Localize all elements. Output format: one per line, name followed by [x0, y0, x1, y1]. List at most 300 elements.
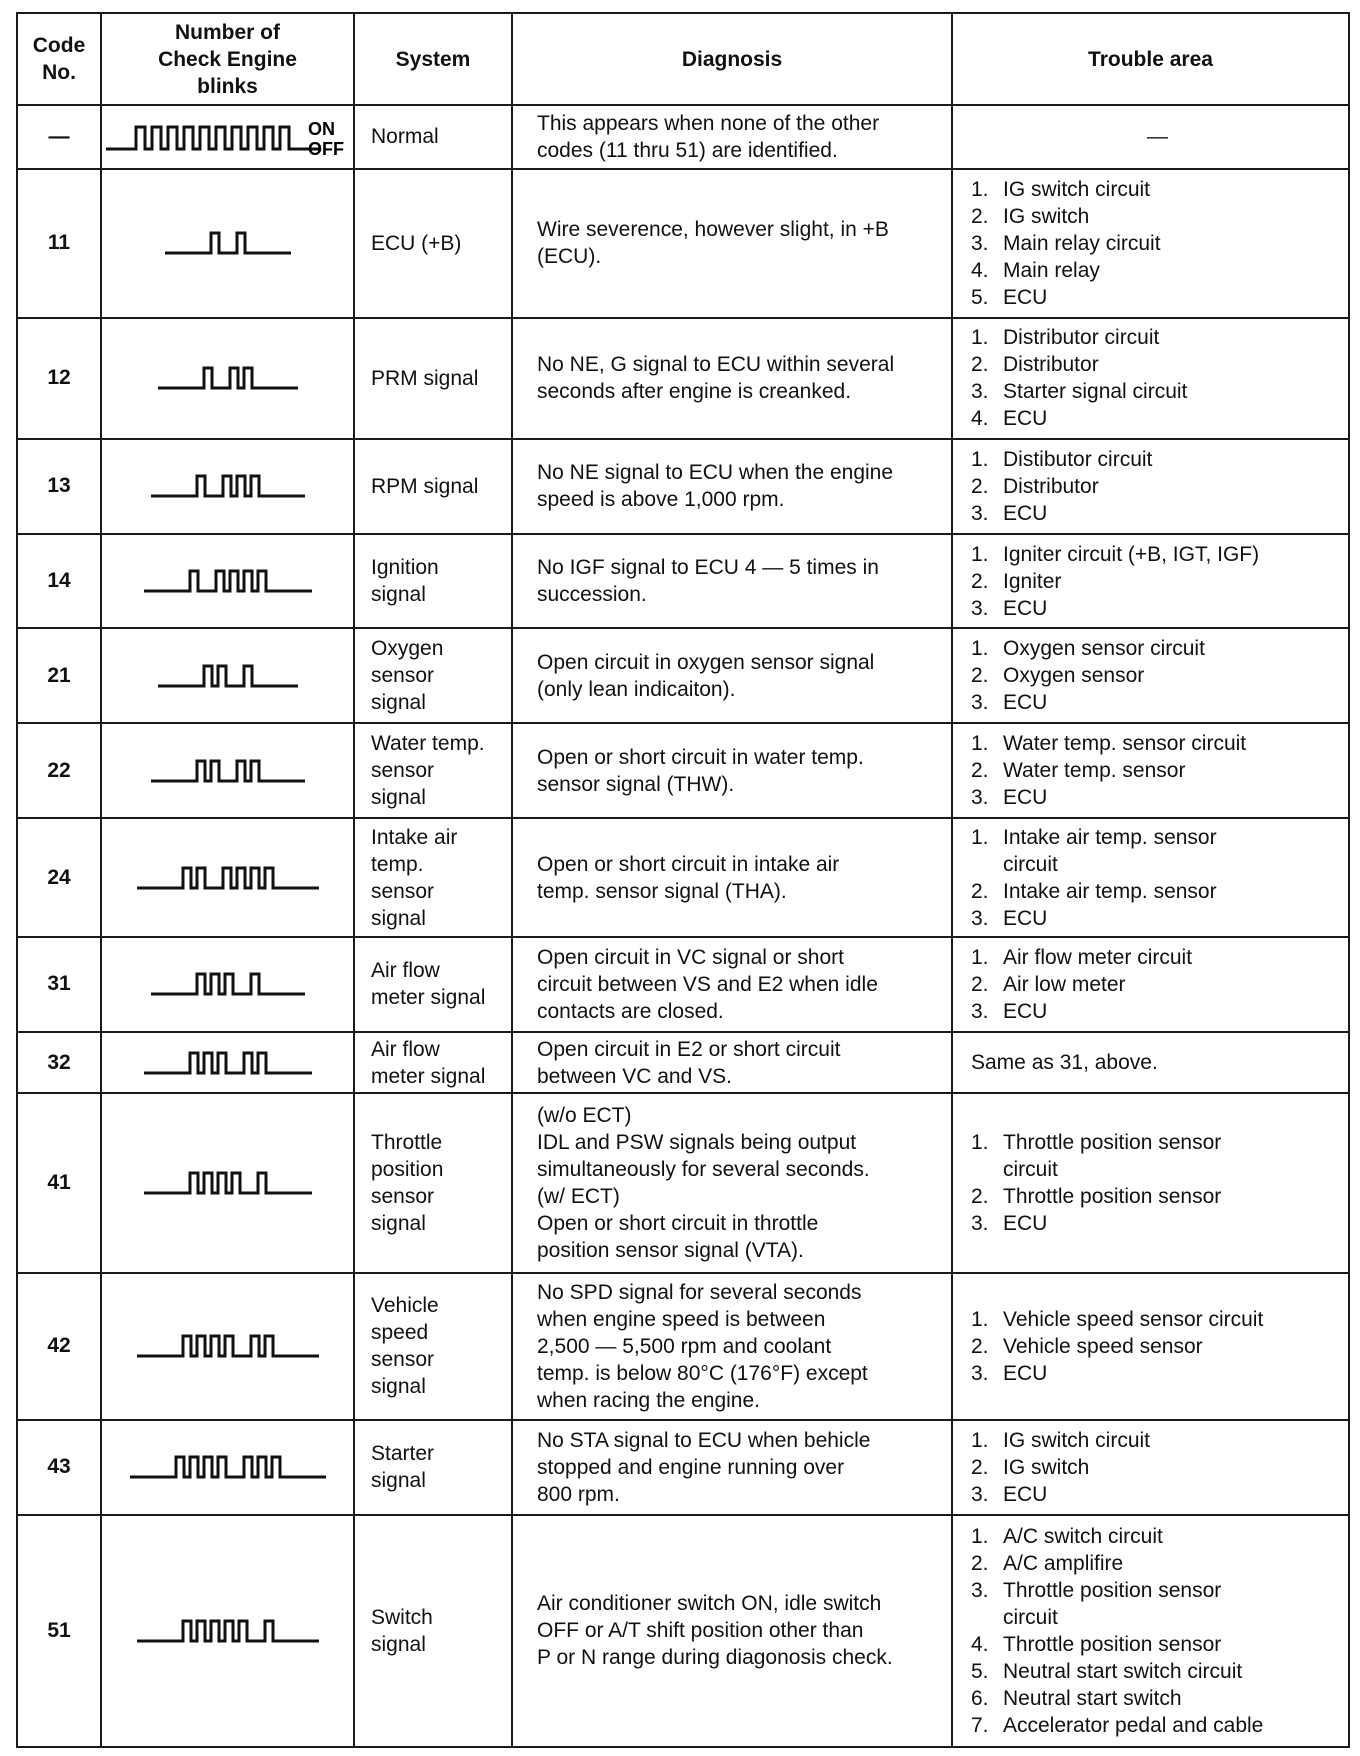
diagnosis-line: No STA signal to ECU when behicle: [537, 1428, 871, 1452]
trouble-item-number: 2.: [971, 664, 989, 688]
system-line: Vehicle: [371, 1294, 439, 1318]
trouble-item-text: A/C switch circuit: [1003, 1524, 1163, 1548]
trouble-item-text: circuit: [1003, 1158, 1058, 1182]
blink-pulse-line: [137, 1621, 319, 1641]
blink-waveform: [149, 470, 307, 502]
normal-row: [17, 105, 1349, 169]
trouble-item-text: Air low meter: [1003, 972, 1126, 996]
trouble-list: [971, 1129, 1344, 1237]
trouble-area: [952, 169, 1349, 318]
system-line: PRM signal: [371, 366, 479, 390]
trouble-list: [971, 176, 1344, 311]
code-number: 13: [17, 439, 101, 534]
diagnosis-line: when racing the engine.: [537, 1388, 760, 1412]
code-row-11: [17, 169, 1349, 318]
code-number: 24: [17, 818, 101, 937]
diagnosis-line: stopped and engine running over: [537, 1455, 845, 1479]
trouble-item-number: 2.: [971, 879, 989, 903]
trouble-item-text: ECU: [1003, 1482, 1048, 1506]
trouble-area: [952, 628, 1349, 723]
trouble-item-number: 1.: [971, 1428, 989, 1452]
diagnosis-line: P or N range during diagonosis check.: [537, 1646, 893, 1670]
diagnosis: [512, 1032, 952, 1094]
system-line: signal: [371, 1632, 426, 1656]
trouble-item-number: 4.: [971, 407, 989, 431]
normal-blink-pattern: [101, 105, 354, 169]
system-line: signal: [371, 1375, 426, 1399]
diagnosis-line: No IGF signal to ECU 4 — 5 times in: [537, 556, 879, 580]
trouble-item: [971, 689, 1344, 716]
system-name: [354, 534, 512, 629]
system-line: signal: [371, 906, 426, 930]
system-line: speed: [371, 1321, 429, 1345]
trouble-area: [952, 723, 1349, 818]
system-line: Throttle: [371, 1131, 443, 1155]
normal-pulse-line: [106, 127, 319, 149]
system-line: Intake air: [371, 825, 458, 849]
trouble-item-number: 5.: [971, 1659, 989, 1683]
trouble-item-number: 3.: [971, 906, 989, 930]
trouble-item-text: Throttle position sensor: [1003, 1185, 1222, 1209]
diagnostic-code-table: [16, 12, 1350, 1748]
code-number: 31: [17, 937, 101, 1032]
trouble-item: [971, 1631, 1344, 1658]
trouble-item-number: 7.: [971, 1713, 989, 1737]
diagnosis-line: OFF or A/T shift position other than: [537, 1619, 864, 1643]
code-row-14: [17, 534, 1349, 629]
trouble-item-number: 3.: [971, 786, 989, 810]
system-name: [354, 723, 512, 818]
trouble-item-number: 1.: [971, 326, 989, 350]
diagnosis-line: circuit between VS and E2 when idle: [537, 972, 878, 996]
off-label: OFF: [308, 138, 344, 159]
code-number: 14: [17, 534, 101, 629]
trouble-item: [971, 1481, 1344, 1508]
system-name: [354, 937, 512, 1032]
code-number: 32: [17, 1032, 101, 1094]
trouble-item: [971, 351, 1344, 378]
blink-waveform: [128, 1451, 328, 1483]
blink-pattern: [101, 818, 354, 937]
blink-pulse-line: [137, 868, 319, 888]
system-line: signal: [371, 583, 426, 607]
trouble-item-text: A/C amplifire: [1003, 1551, 1124, 1575]
header-row: [17, 13, 1349, 105]
diagnosis-line: Open or short circuit in intake air: [537, 852, 840, 876]
diagnosis-line: Open or short circuit in water temp.: [537, 745, 864, 769]
trouble-item-number: 3.: [971, 231, 989, 255]
trouble-item: [971, 1685, 1344, 1712]
trouble-item: [971, 405, 1344, 432]
blink-waveform: [156, 362, 300, 394]
system-line: sensor: [371, 879, 435, 903]
code-number: 22: [17, 723, 101, 818]
blink-pattern: [101, 723, 354, 818]
trouble-area: [952, 1273, 1349, 1420]
system-line: sensor: [371, 664, 435, 688]
trouble-item-text: Oxygen sensor: [1003, 664, 1145, 688]
trouble-item-text: ECU: [1003, 1361, 1048, 1385]
trouble-item-text: IG switch circuit: [1003, 177, 1151, 201]
diagnosis: [512, 1515, 952, 1747]
diagnosis: [512, 534, 952, 629]
code-row-42: [17, 1273, 1349, 1420]
trouble-item: [971, 635, 1344, 662]
trouble-item-number: 3.: [971, 380, 989, 404]
trouble-item-number: 2.: [971, 972, 989, 996]
system-line: Oxygen: [371, 637, 444, 661]
blink-pattern: [101, 1273, 354, 1420]
trouble-item: [971, 378, 1344, 405]
blink-pulse-line: [151, 974, 305, 994]
trouble-item-number: 3.: [971, 1212, 989, 1236]
trouble-item-text: ECU: [1003, 596, 1048, 620]
trouble-list: [971, 324, 1344, 432]
trouble-item: [971, 1183, 1344, 1210]
blink-waveform: [142, 565, 314, 597]
diagnosis-line: (w/o ECT): [537, 1104, 632, 1128]
trouble-item-number: 3.: [971, 1578, 989, 1602]
normal-system: Normal: [354, 105, 512, 169]
trouble-item-number: 1.: [971, 1131, 989, 1155]
trouble-list: [971, 635, 1344, 716]
trouble-item-text: ECU: [1003, 999, 1048, 1023]
diagnosis-line: (ECU).: [537, 245, 602, 269]
system-line: Water temp.: [371, 732, 485, 756]
diagnosis-line: speed is above 1,000 rpm.: [537, 488, 785, 512]
trouble-list: [971, 730, 1344, 811]
trouble-item: [971, 662, 1344, 689]
trouble-item: [971, 500, 1344, 527]
trouble-item: [971, 1523, 1344, 1550]
blink-pattern: [101, 937, 354, 1032]
trouble-item-text: ECU: [1003, 906, 1048, 930]
trouble-item-number: 1.: [971, 825, 989, 849]
trouble-item-number: 4.: [971, 1632, 989, 1656]
trouble-item-number: 5.: [971, 285, 989, 309]
trouble-item-number: 1.: [971, 447, 989, 471]
trouble-item-number: 1.: [971, 542, 989, 566]
blink-waveform: [135, 862, 321, 894]
trouble-list: [971, 944, 1344, 1025]
trouble-item-number: 1.: [971, 732, 989, 756]
header-code-no: Code No.: [17, 13, 101, 105]
trouble-item: [971, 230, 1344, 257]
diagnosis-line: No SPD signal for several seconds: [537, 1280, 862, 1304]
trouble-item-text: Starter signal circuit: [1003, 380, 1188, 404]
code-number: 11: [17, 169, 101, 318]
trouble-list: [971, 446, 1344, 527]
trouble-item: [971, 1210, 1344, 1237]
trouble-item: [971, 1333, 1344, 1360]
diagnosis-line: (only lean indicaiton).: [537, 677, 736, 701]
trouble-item-text: IG switch: [1003, 204, 1090, 228]
diagnosis-line: Open circuit in E2 or short circuit: [537, 1037, 841, 1061]
diagnosis-line: No NE signal to ECU when the engine: [537, 461, 894, 485]
trouble-area: [952, 534, 1349, 629]
trouble-item-text: IG switch: [1003, 1455, 1090, 1479]
blink-waveform: [135, 1615, 321, 1647]
trouble-item-number: 4.: [971, 258, 989, 282]
normal-trouble-area: —: [952, 105, 1349, 169]
trouble-item-number: 2.: [971, 1551, 989, 1575]
code-row-22: [17, 723, 1349, 818]
trouble-list: [971, 541, 1344, 622]
header-check-engine-blinks: Number of Check Engine blinks: [101, 13, 354, 105]
diagnosis-line: (w/ ECT): [537, 1185, 620, 1209]
diagnosis-line: position sensor signal (VTA).: [537, 1239, 804, 1263]
diagnosis-line: Open circuit in oxygen sensor signal: [537, 650, 875, 674]
trouble-item: [971, 878, 1344, 905]
trouble-area: [952, 1515, 1349, 1747]
blink-waveform: [156, 660, 300, 692]
trouble-item-number: 2.: [971, 474, 989, 498]
trouble-list: [971, 1523, 1344, 1739]
trouble-item-number: 3.: [971, 501, 989, 525]
code-row-13: [17, 439, 1349, 534]
trouble-item: [971, 257, 1344, 284]
trouble-item: [971, 1712, 1344, 1739]
trouble-item-number: 2.: [971, 759, 989, 783]
trouble-item-number: 2.: [971, 1185, 989, 1209]
diagnosis-line: Air conditioner switch ON, idle switch: [537, 1592, 882, 1616]
trouble-area: [952, 1420, 1349, 1515]
code-row-32: [17, 1032, 1349, 1094]
trouble-item: [971, 784, 1344, 811]
system-name: [354, 628, 512, 723]
trouble-item-text: Throttle position sensor: [1003, 1578, 1222, 1602]
trouble-item: [971, 905, 1344, 932]
system-line: Ignition: [371, 556, 439, 580]
trouble-item: [971, 1360, 1344, 1387]
system-name: [354, 1032, 512, 1094]
blink-waveform: [135, 1330, 321, 1362]
trouble-list: [971, 824, 1344, 932]
trouble-item-text: circuit: [1003, 852, 1058, 876]
trouble-item-number: 2.: [971, 1334, 989, 1358]
trouble-area: [952, 318, 1349, 439]
trouble-item-number: 3.: [971, 1482, 989, 1506]
trouble-area: [952, 818, 1349, 937]
trouble-item-number: 1.: [971, 177, 989, 201]
trouble-item-text: Air flow meter circuit: [1003, 945, 1193, 969]
trouble-item: [971, 1427, 1344, 1454]
trouble-item: [971, 541, 1344, 568]
trouble-item: [971, 1129, 1344, 1183]
system-name: [354, 169, 512, 318]
trouble-item: [971, 1306, 1344, 1333]
system-name: [354, 1093, 512, 1273]
diagnosis: [512, 818, 952, 937]
system-line: signal: [371, 691, 426, 715]
trouble-item-text: circuit: [1003, 1605, 1058, 1629]
diagnosis: [512, 318, 952, 439]
code-row-24: [17, 818, 1349, 937]
trouble-item-text: ECU: [1003, 501, 1048, 525]
trouble-item-number: 2.: [971, 353, 989, 377]
blink-waveform: [142, 1047, 314, 1079]
trouble-item-number: 6.: [971, 1686, 989, 1710]
diagnosis: [512, 1093, 952, 1273]
trouble-item-number: 2.: [971, 204, 989, 228]
blink-pattern: [101, 169, 354, 318]
trouble-area: Same as 31, above.: [952, 1032, 1349, 1094]
system-line: ECU (+B): [371, 231, 462, 255]
diagnosis-line: sensor signal (THW).: [537, 772, 735, 796]
blink-pulse-line: [151, 476, 305, 496]
system-line: sensor: [371, 759, 435, 783]
diagnosis-line: Open or short circuit in throttle: [537, 1212, 819, 1236]
system-line: Air flow: [371, 1037, 440, 1061]
blink-pulse-line: [130, 1457, 326, 1477]
trouble-item-number: 1.: [971, 637, 989, 661]
trouble-item-text: ECU: [1003, 786, 1048, 810]
code-number: 51: [17, 1515, 101, 1747]
trouble-item: [971, 998, 1344, 1025]
trouble-area: [952, 1093, 1349, 1273]
code-row-12: [17, 318, 1349, 439]
blink-waveform: [149, 755, 307, 787]
trouble-item: [971, 1550, 1344, 1577]
trouble-item-text: IG switch circuit: [1003, 1428, 1151, 1452]
code-row-43: [17, 1420, 1349, 1515]
blink-pattern: [101, 1420, 354, 1515]
code-number: 43: [17, 1420, 101, 1515]
trouble-item-text: Water temp. sensor: [1003, 759, 1186, 783]
diagnosis: [512, 628, 952, 723]
blink-waveform: [142, 1167, 314, 1199]
blink-pulse-line: [151, 761, 305, 781]
normal-blink-waveform: [106, 115, 349, 159]
trouble-item-number: 3.: [971, 691, 989, 715]
trouble-item-text: Intake air temp. sensor: [1003, 879, 1217, 903]
trouble-item-text: Distributor: [1003, 474, 1099, 498]
diagnosis: [512, 1273, 952, 1420]
trouble-item: [971, 944, 1344, 971]
trouble-item: [971, 324, 1344, 351]
trouble-item-number: 3.: [971, 596, 989, 620]
diagnosis: [512, 169, 952, 318]
system-name: [354, 318, 512, 439]
trouble-item-text: Throttle position sensor: [1003, 1632, 1222, 1656]
trouble-item-text: Intake air temp. sensor: [1003, 825, 1217, 849]
system-name: [354, 1515, 512, 1747]
blink-pulse-line: [144, 1173, 312, 1193]
normal-code: —: [17, 105, 101, 169]
diagnosis-line: IDL and PSW signals being output: [537, 1131, 857, 1155]
trouble-item-number: 1.: [971, 945, 989, 969]
trouble-item-text: Main relay circuit: [1003, 231, 1161, 255]
trouble-item: [971, 824, 1344, 878]
system-line: sensor: [371, 1185, 435, 1209]
blink-pattern: [101, 534, 354, 629]
trouble-item: [971, 203, 1344, 230]
trouble-item-text: Accelerator pedal and cable: [1003, 1713, 1264, 1737]
trouble-item: [971, 1577, 1344, 1631]
normal-diagnosis: This appears when none of the other codes (11 thru 51) are identified.: [512, 105, 952, 169]
blink-pattern: [101, 628, 354, 723]
code-row-41: [17, 1093, 1349, 1273]
trouble-item-number: 3.: [971, 1361, 989, 1385]
diagnosis-line: when engine speed is between: [537, 1307, 826, 1331]
header-system: System: [354, 13, 512, 105]
header-diagnosis: Diagnosis: [512, 13, 952, 105]
blink-waveform: [163, 227, 293, 259]
system-line: signal: [371, 1469, 426, 1493]
diagnosis-line: succession.: [537, 583, 647, 607]
system-line: signal: [371, 1212, 426, 1236]
trouble-item-number: 2.: [971, 1455, 989, 1479]
trouble-item-text: Vehicle speed sensor circuit: [1003, 1307, 1264, 1331]
system-name: [354, 1420, 512, 1515]
diagnosis: [512, 937, 952, 1032]
trouble-item-number: 1.: [971, 1524, 989, 1548]
trouble-item-text: Distibutor circuit: [1003, 447, 1153, 471]
trouble-list: [971, 1427, 1344, 1508]
blink-pulse-line: [144, 571, 312, 591]
system-line: sensor: [371, 1348, 435, 1372]
diagnosis-line: Wire severence, however slight, in +B: [537, 218, 889, 242]
trouble-item-text: Throttle position sensor: [1003, 1131, 1222, 1155]
trouble-item-text: Oxygen sensor circuit: [1003, 637, 1205, 661]
trouble-item: [971, 971, 1344, 998]
system-name: [354, 439, 512, 534]
system-line: Switch: [371, 1605, 433, 1629]
blink-pulse-line: [137, 1336, 319, 1356]
trouble-item-text: ECU: [1003, 407, 1048, 431]
trouble-item-number: 2.: [971, 569, 989, 593]
system-name: [354, 818, 512, 937]
system-line: meter signal: [371, 1064, 486, 1088]
trouble-item-number: 1.: [971, 1307, 989, 1331]
trouble-area: [952, 937, 1349, 1032]
trouble-item: [971, 757, 1344, 784]
diagnosis-line: No NE, G signal to ECU within several: [537, 353, 895, 377]
diagnosis-line: contacts are closed.: [537, 999, 724, 1023]
trouble-item-text: Igniter circuit (+B, IGT, IGF): [1003, 542, 1260, 566]
blink-pulse-line: [158, 368, 298, 388]
trouble-item: [971, 176, 1344, 203]
trouble-item-text: ECU: [1003, 691, 1048, 715]
code-number: 21: [17, 628, 101, 723]
code-number: 42: [17, 1273, 101, 1420]
diagnosis-line: simultaneously for several seconds.: [537, 1158, 870, 1182]
trouble-item-text: Distributor: [1003, 353, 1099, 377]
system-line: signal: [371, 786, 426, 810]
trouble-item-text: ECU: [1003, 1212, 1048, 1236]
code-row-21: [17, 628, 1349, 723]
trouble-item-text: Distributor circuit: [1003, 326, 1160, 350]
trouble-item-text: ECU: [1003, 285, 1048, 309]
trouble-item: [971, 446, 1344, 473]
diagnosis-line: temp. sensor signal (THA).: [537, 879, 787, 903]
diagnosis-line: temp. is below 80°C (176°F) except: [537, 1361, 868, 1385]
trouble-item-text: Water temp. sensor circuit: [1003, 732, 1247, 756]
trouble-item-text: Vehicle speed sensor: [1003, 1334, 1203, 1358]
trouble-item: [971, 568, 1344, 595]
trouble-area: [952, 439, 1349, 534]
blink-waveform: [149, 968, 307, 1000]
diagnosis-line: between VC and VS.: [537, 1064, 732, 1088]
system-line: Starter: [371, 1442, 435, 1466]
code-number: 12: [17, 318, 101, 439]
system-line: position: [371, 1158, 444, 1182]
diagnosis-line: 2,500 — 5,500 rpm and coolant: [537, 1334, 832, 1358]
blink-pattern: [101, 1093, 354, 1273]
blink-pattern: [101, 1032, 354, 1094]
system-line: RPM signal: [371, 474, 479, 498]
blink-pulse-line: [144, 1053, 312, 1073]
